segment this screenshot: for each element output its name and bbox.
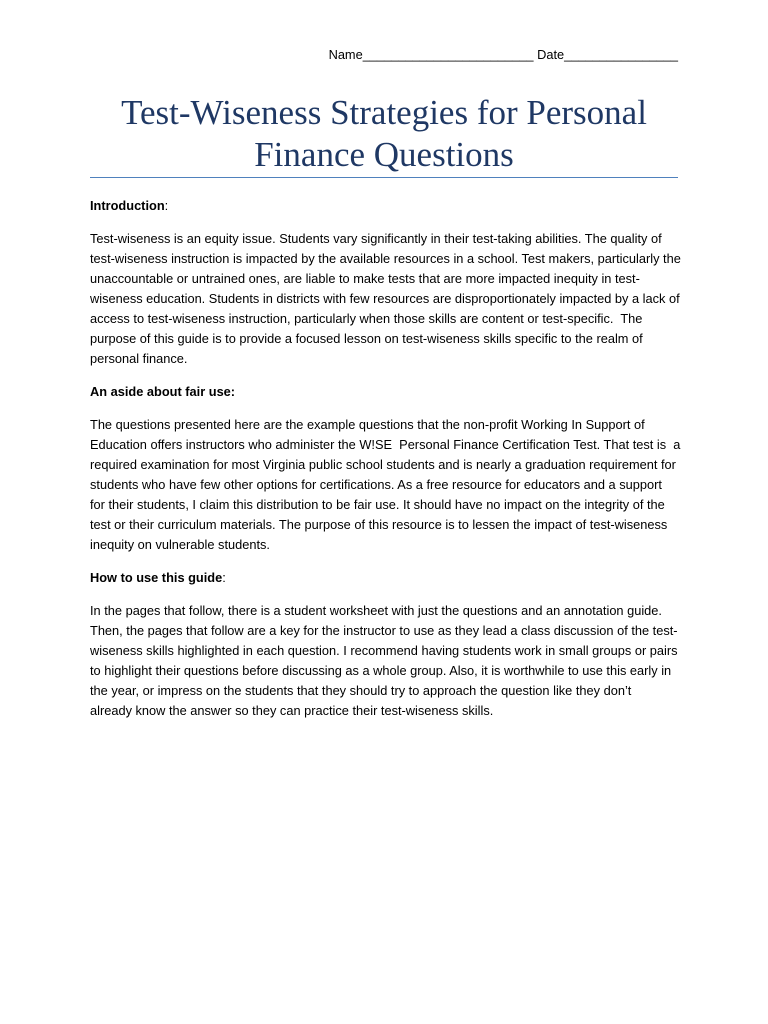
paragraph-line: personal finance. xyxy=(90,351,188,366)
paragraph-line: required examination for most Virginia public school students and is nearly a graduation requirement for xyxy=(90,457,676,472)
paragraph-line: Test-wiseness is an equity issue. Students vary significantly in their test-taking abilities. The quality of xyxy=(90,231,662,246)
paragraph-line: wiseness skills highlighted in each question. I recommend having students work in small groups or pairs xyxy=(90,643,678,658)
paragraph-line: already know the answer so they can practice their test-wiseness skills. xyxy=(90,703,494,718)
name-date-line xyxy=(329,45,678,65)
section-heading-text: Introduction xyxy=(90,198,165,213)
section-heading-colon: : xyxy=(164,198,169,213)
paragraph-line: the year, or impress on the students that they should try to approach the question like they don’t xyxy=(90,683,632,698)
paragraph-line: to highlight their questions before discussing as a whole group. Also, it is worthwhile to use this early in xyxy=(90,663,672,678)
paragraph-line: purpose of this guide is to provide a focused lesson on test-wiseness skills specific to the realm of xyxy=(90,331,643,346)
section-heading-introduction xyxy=(90,196,678,216)
paragraph-line: Then, the pages that follow are a key for the instructor to use as they lead a class discussion of the test- xyxy=(90,623,678,638)
section-heading-text: An aside about fair use: xyxy=(90,384,236,399)
paragraph-line: inequity on vulnerable students. xyxy=(90,537,270,552)
title-underline-rule xyxy=(90,177,678,178)
section-heading-colon: : xyxy=(222,570,226,585)
paragraph-line: wiseness education. Students in districts with few resources are disproportionately impacted by a lack of xyxy=(90,291,680,306)
paragraph-how-to-use xyxy=(90,601,678,721)
paragraph-line: Education offers instructors who administer the W!SE Personal Finance Certification Test. That test is a xyxy=(90,437,681,452)
name-field-label: Name________________________ xyxy=(328,47,534,62)
paragraph-introduction xyxy=(90,229,681,369)
paragraph-line: In the pages that follow, there is a student worksheet with just the questions and an annotation guide. xyxy=(90,603,662,618)
document-body xyxy=(90,196,681,734)
paragraph-line: The questions presented here are the example questions that the non-profit Working In Support of xyxy=(90,417,645,432)
paragraph-line: test or their curriculum materials. The purpose of this resource is to lessen the impact of test-wiseness xyxy=(90,517,668,532)
section-heading-text: How to use this guide xyxy=(90,570,223,585)
section-heading-how-to-use xyxy=(90,568,678,588)
date-field-label: Date________________ xyxy=(537,47,678,62)
paragraph-line: students who have few other options for certifications. As a free resource for educators and a support xyxy=(90,477,662,492)
paragraph-line: access to test-wiseness instruction, particularly when those skills are content or test-specific. The xyxy=(90,311,643,326)
paragraph-line: test-wiseness instruction is impacted by the available resources in a school. Test makers, particularly the xyxy=(90,251,681,266)
paragraph-fair-use xyxy=(90,415,681,555)
paragraph-line: unaccountable or untrained ones, are liable to make tests that are more impacted inequity in test- xyxy=(90,271,640,286)
section-heading-fair-use xyxy=(90,382,678,402)
document-title: Test-Wiseness Strategies for Personal Finance Questions xyxy=(121,93,647,174)
paragraph-line: for their students, I claim this distribution to be fair use. It should have no impact on the integrity of the xyxy=(90,497,665,512)
